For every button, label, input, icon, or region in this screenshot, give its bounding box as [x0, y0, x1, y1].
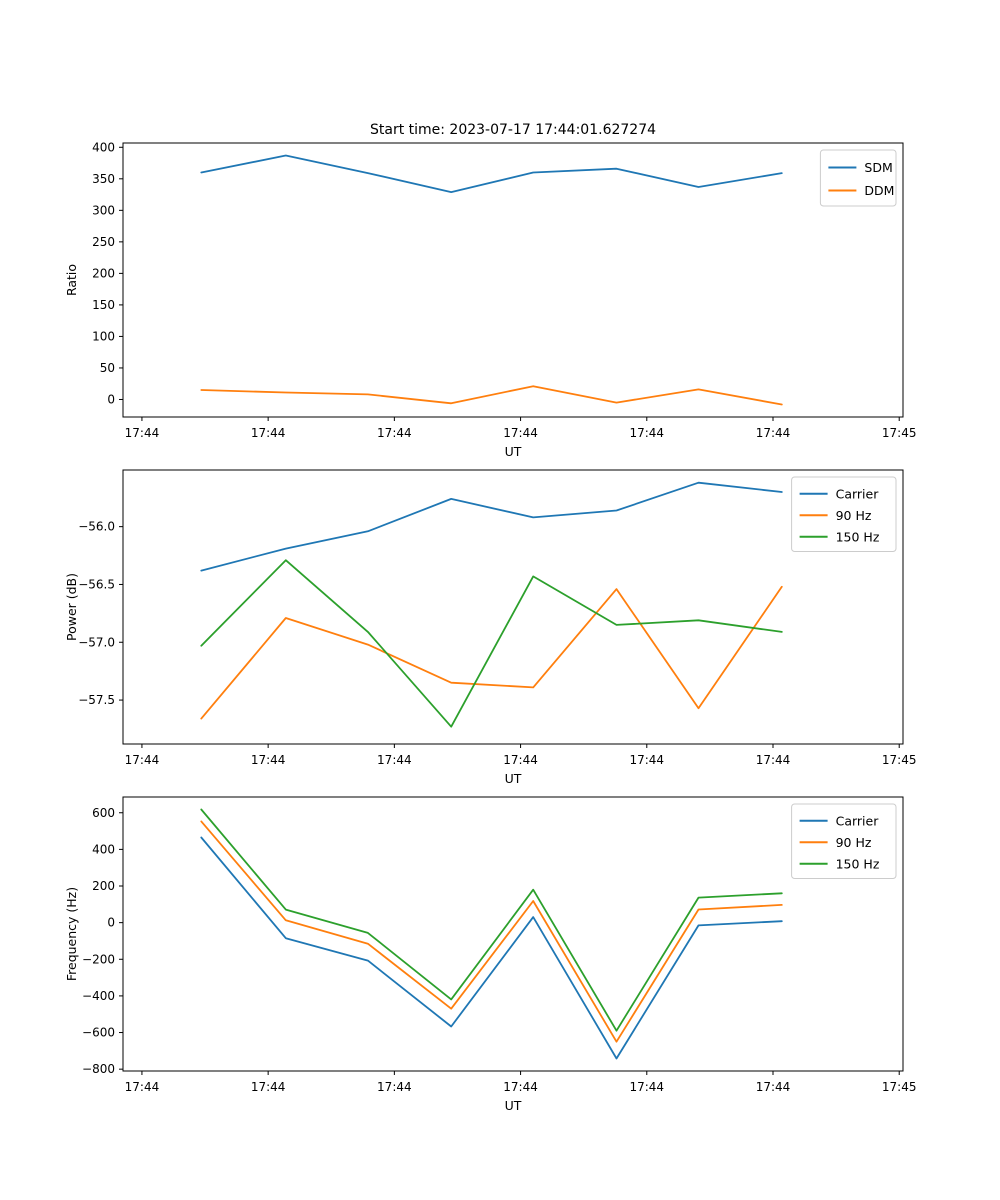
legend-label: 150 Hz: [835, 856, 880, 872]
x-tick-label: 17:45: [881, 426, 917, 440]
x-tick-label: 17:44: [755, 1080, 791, 1094]
y-tick-label: −200: [82, 952, 115, 967]
y-tick-label: 400: [92, 140, 115, 155]
y-tick-label: −56.0: [78, 519, 115, 534]
legend-label: 150 Hz: [835, 529, 880, 545]
x-tick-label: 17:45: [881, 753, 917, 767]
y-axis-label: Power (dB): [64, 572, 79, 642]
x-tick-label: 17:44: [377, 753, 412, 767]
x-tick-label: 17:44: [503, 1080, 538, 1094]
legend-label: DDM: [864, 183, 895, 198]
x-tick-label: 17:44: [250, 426, 286, 440]
y-tick-label: 100: [92, 329, 115, 344]
y-tick-label: −57.5: [78, 693, 115, 708]
y-tick-label: 300: [92, 203, 115, 218]
x-tick-label: 17:44: [124, 1080, 160, 1094]
y-tick-label: 0: [107, 915, 115, 930]
y-axis-label: Ratio: [64, 263, 79, 297]
x-tick-label: 17:44: [124, 753, 160, 767]
series-line-ddm: [201, 386, 782, 404]
series-line-carrier: [201, 483, 782, 571]
y-tick-label: 50: [99, 360, 115, 375]
x-tick-label: 17:44: [377, 1080, 412, 1094]
y-tick-label: 200: [92, 266, 115, 281]
series-line-sdm: [201, 156, 782, 193]
x-tick-label: 17:44: [755, 753, 791, 767]
y-tick-label: 150: [92, 297, 115, 312]
x-axis-label: UT: [504, 1098, 522, 1113]
y-tick-label: −400: [82, 988, 115, 1003]
legend-label: Carrier: [835, 486, 879, 502]
y-axis-label: Frequency (Hz): [64, 886, 79, 982]
x-tick-label: 17:44: [250, 1080, 286, 1094]
legend-label: 90 Hz: [835, 834, 872, 850]
y-tick-label: 200: [92, 879, 115, 894]
y-tick-label: 350: [92, 171, 115, 186]
x-tick-label: 17:44: [250, 753, 286, 767]
y-tick-label: −57.0: [78, 635, 115, 650]
x-tick-label: 17:44: [629, 426, 665, 440]
y-tick-label: 0: [107, 392, 115, 407]
x-tick-label: 17:44: [503, 426, 538, 440]
legend-label: Carrier: [835, 813, 879, 829]
legend-label: 90 Hz: [835, 507, 872, 523]
x-axis-label: UT: [504, 444, 522, 459]
x-tick-label: 17:45: [881, 1080, 917, 1094]
legend-label: SDM: [864, 160, 893, 175]
x-tick-label: 17:44: [629, 1080, 665, 1094]
x-tick-label: 17:44: [755, 426, 791, 440]
y-tick-label: 400: [92, 842, 115, 857]
y-tick-label: 600: [92, 805, 115, 820]
y-tick-label: 250: [92, 234, 115, 249]
axes-box-3: [123, 797, 903, 1071]
series-line-carrier: [201, 838, 782, 1059]
axes-box-1: [123, 143, 903, 417]
y-tick-label: −800: [82, 1062, 115, 1077]
y-tick-label: −56.5: [78, 577, 115, 592]
x-tick-label: 17:44: [377, 426, 412, 440]
x-tick-label: 17:44: [503, 753, 538, 767]
x-tick-label: 17:44: [629, 753, 665, 767]
x-axis-label: UT: [504, 771, 522, 786]
figure-title: Start time: 2023-07-17 17:44:01.627274: [369, 122, 657, 138]
x-tick-label: 17:44: [124, 426, 160, 440]
y-tick-label: −600: [82, 1025, 115, 1040]
